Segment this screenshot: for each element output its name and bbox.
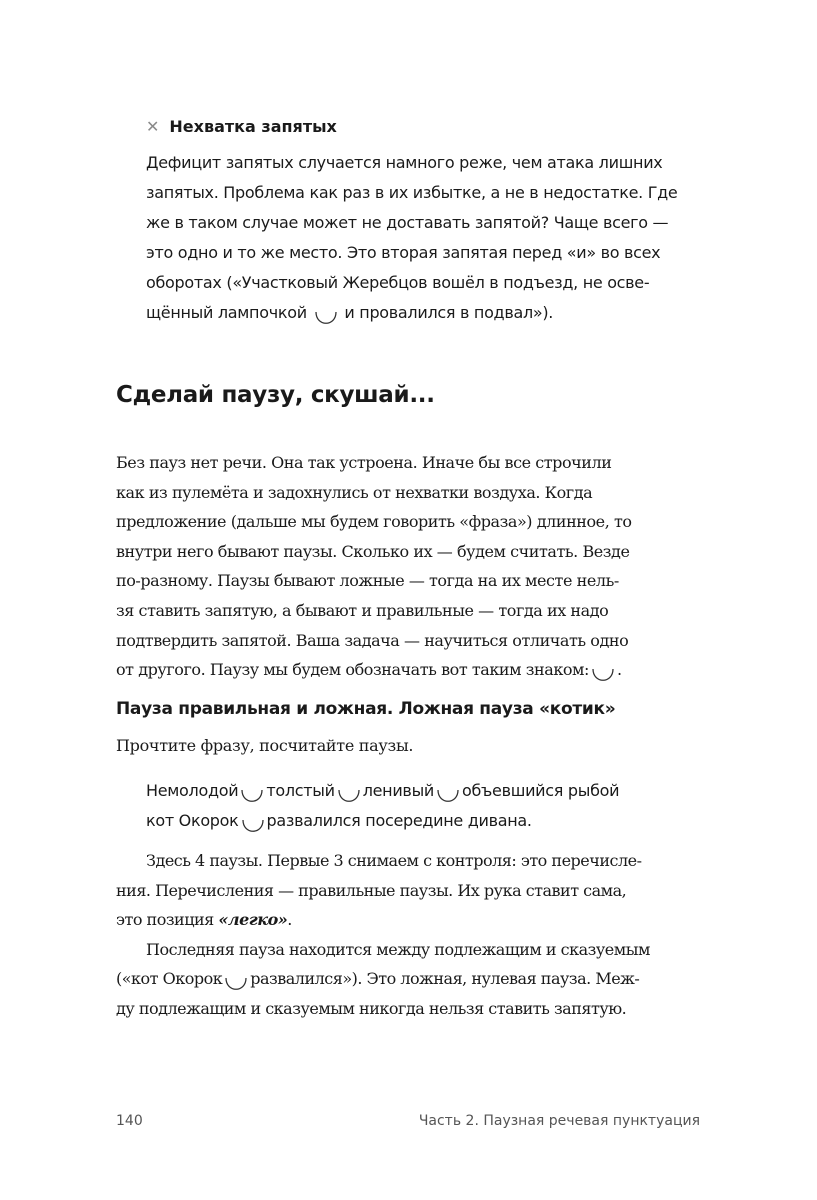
example-line: [146, 776, 619, 806]
example-word: развалился посередине дивана.: [266, 811, 532, 830]
running-head: Часть 2. Паузная речевая пунктуация: [418, 1113, 700, 1129]
subheading: Пауза правильная и ложная. Ложная пауза «котик»: [116, 699, 616, 719]
pause-mark-icon: [241, 817, 265, 835]
page-number: 140: [116, 1113, 143, 1129]
paragraph-line: внутри него бывают паузы. Сколько их — будем считать. Везде: [116, 541, 630, 561]
explanation-line: [116, 905, 706, 935]
example-line: [146, 806, 619, 836]
emphasis-term: «легко»: [218, 910, 288, 929]
paragraph-line: подтвердить запятой. Ваша задача — научиться отличать одно: [116, 630, 629, 650]
note-title: Нехватка запятых: [169, 117, 337, 136]
explanation-line: Последняя пауза находится между подлежащим и сказуемым: [146, 939, 650, 959]
paragraph-line: [116, 655, 706, 685]
paragraph-line: как из пулемёта и задохнулись от нехватки воздуха. Когда: [116, 482, 593, 502]
note-line: запятых. Проблема как раз в их избытке, а не в недостатке. Где: [146, 183, 678, 202]
note-line-text: щённый лампочкой: [146, 303, 307, 322]
example-block: [146, 776, 619, 836]
explanation-line: ду подлежащим и сказуемым никогда нельзя ставить запятую.: [116, 998, 627, 1018]
section-heading: Сделай паузу, скушай...: [116, 382, 435, 408]
explanation-text: .: [287, 910, 292, 929]
paragraph-line: предложение (дальше мы будем говорить «фраза») длинное, то: [116, 512, 632, 532]
pause-mark-icon: [591, 666, 615, 684]
example-word: кот Окорок: [146, 811, 239, 830]
pause-mark-icon: [436, 787, 460, 805]
cross-icon: ✕: [146, 117, 160, 136]
intro-text: Прочтите фразу, посчитайте паузы.: [116, 736, 414, 755]
explanation-text: это позиция: [116, 910, 219, 929]
note-line: Дефицит запятых случается намного реже, чем атака лишних: [146, 153, 663, 172]
note-line: [146, 298, 706, 328]
pause-mark-icon: [224, 975, 248, 993]
example-word: ленивый: [362, 781, 434, 800]
pause-mark-icon: [337, 787, 361, 805]
paragraph-line: Без пауз нет речи. Она так устроена. Иначе бы все строчили: [116, 453, 612, 472]
note-line: это одно и то же место. Это вторая запятая перед «и» во всех: [146, 243, 661, 262]
paragraph-line-text: от другого. Паузу мы будем обозначать вот таким знаком:: [116, 660, 589, 680]
note-line: же в таком случае может не доставать запятой? Чаще всего —: [146, 213, 669, 232]
example-word: объевшийся рыбой: [462, 781, 620, 800]
pause-mark-icon: [314, 309, 338, 327]
example-word: толстый: [266, 781, 335, 800]
paragraph-end-punct: .: [617, 660, 622, 680]
paragraph-line: по-разному. Паузы бывают ложные — тогда на их месте нель-: [116, 571, 619, 591]
pause-mark-icon: [240, 787, 264, 805]
example-word: Немолодой: [146, 781, 239, 800]
explanation-text: («кот Окорок: [116, 969, 223, 988]
body-paragraph: [116, 448, 706, 685]
explanation-line: ния. Перечисления — правильные паузы. Их рука ставит сама,: [116, 880, 627, 900]
paragraph-line: зя ставить запятую, а бывают и правильные — тогда их надо: [116, 600, 609, 620]
note-title-row: [146, 114, 706, 140]
explanation-line: Здесь 4 паузы. Первые 3 снимаем с контроля: это перечисле-: [146, 851, 642, 870]
explanation-text: развалился»). Это ложная, нулевая пауза. Меж-: [250, 969, 640, 988]
explanation-line: [116, 964, 706, 994]
note-body: [146, 148, 706, 328]
note-line-text: и провалился в подвал»).: [344, 303, 554, 322]
note-line: оборотах («Участковый Жеребцов вошёл в подъезд, не осве-: [146, 273, 650, 292]
note-box: [146, 114, 706, 328]
explanation-paragraphs: [116, 846, 706, 1023]
